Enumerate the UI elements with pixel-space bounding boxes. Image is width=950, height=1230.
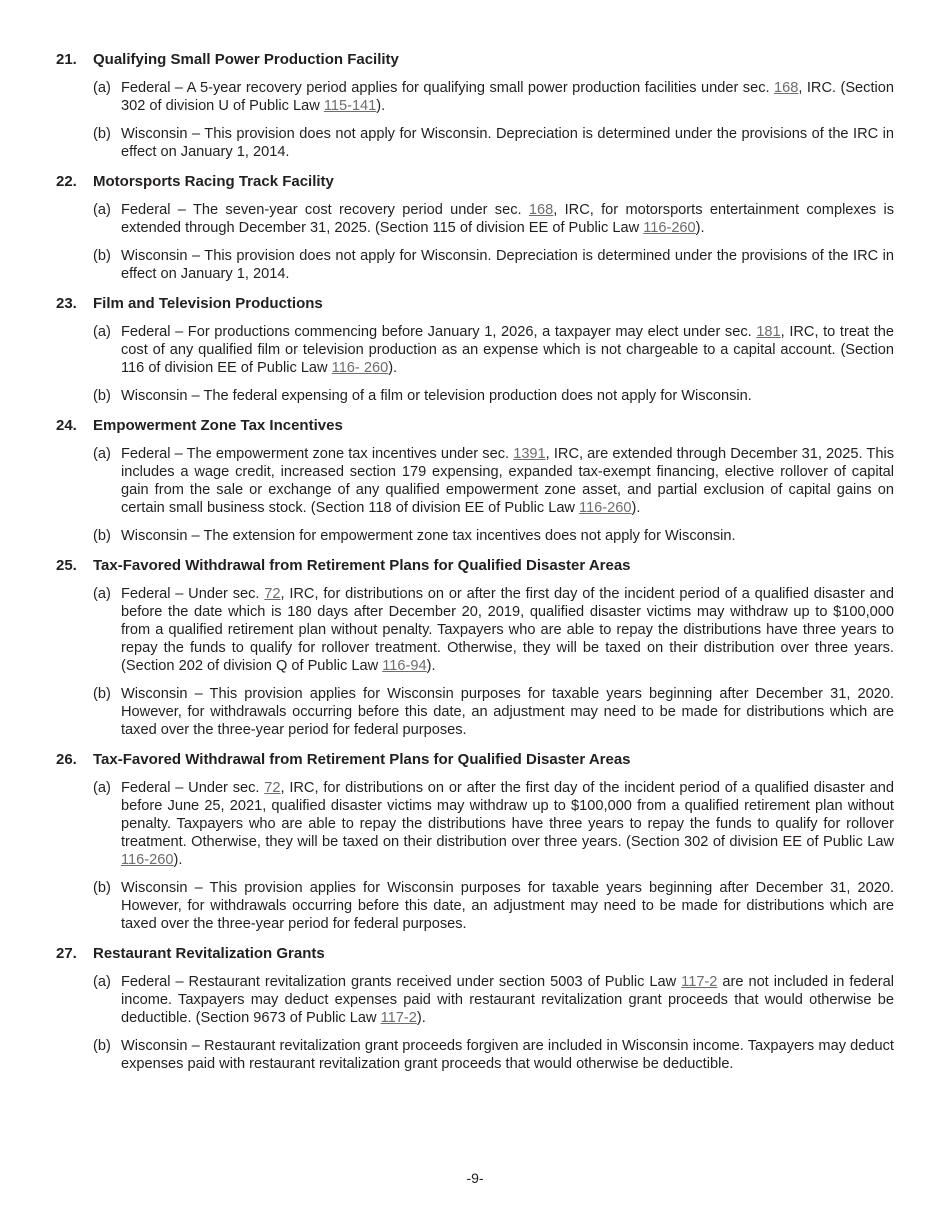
section-title: Motorsports Racing Track Facility [93, 173, 334, 190]
statute-link[interactable]: 168 [774, 80, 799, 96]
item-label: (b) [93, 1038, 111, 1054]
text-run: , IRC, for distributions on or after the first day of the incident period of a qualified disaster and before the date which is 180 days after December 20, 2019, qualified disaster victims may withdraw up to $100,000 from a qualified retirement plan without penalty. Taxpayers who are able to repay the distributions have three years to repay the funds to qualify for rollover treatment. Otherwise, they will be taxed on their distribution over three years. (Section 202 of division Q of Public Law [121, 586, 894, 674]
item-text [121, 79, 894, 115]
text-run: Wisconsin – The federal expensing of a film or television production does not apply for Wisconsin. [121, 388, 752, 404]
list-item [93, 685, 894, 739]
statute-link[interactable]: 72 [264, 586, 281, 602]
item-text [121, 585, 894, 675]
statute-link[interactable]: 117-2 [380, 1010, 417, 1026]
text-run: , IRC, are extended through December 31, 2025. This includes a wage credit, increased section 179 expensing, expanded tax-exempt financing, elective rollover of capital gain from the sale or exchange of any qualified empowerment zone asset, and partial exclusion of capital gains on certain small business stock. (Section 118 of division EE of Public Law [121, 446, 895, 516]
text-run: , IRC, to treat the cost of any qualified film or television production as an expense which is not chargeable to a capital account. (Section 116 of division EE of Public Law [121, 324, 894, 376]
item-text [121, 125, 894, 161]
text-run: Wisconsin – This provision does not apply for Wisconsin. Depreciation is determined under the provisions of the IRC in effect on January 1, 2014. [121, 248, 894, 282]
statute-link[interactable]: 115-141 [323, 98, 377, 114]
text-run: Federal – The empowerment zone tax incentives under sec. [121, 446, 514, 462]
list-item [93, 585, 894, 675]
section-number: 24. [56, 417, 77, 434]
item-text [121, 1037, 894, 1073]
statute-link[interactable]: 117-2 [681, 974, 718, 990]
statute-link[interactable]: 116-94 [382, 658, 427, 674]
list-item [93, 527, 894, 545]
statute-link[interactable]: 168 [528, 202, 554, 218]
section-number: 21. [56, 51, 77, 68]
page-number: -9- [466, 1170, 484, 1186]
section [56, 51, 894, 161]
item-label: (b) [93, 880, 111, 896]
section-heading [56, 173, 894, 191]
section [56, 295, 894, 405]
section-title: Qualifying Small Power Production Facility [93, 51, 399, 68]
text-run: Wisconsin – Restaurant revitalization grant proceeds forgiven are included in Wisconsin income. Taxpayers may deduct expenses paid with restaurant revitalization grant proceeds that would otherwise be deductible. [121, 1038, 894, 1072]
section-title: Tax-Favored Withdrawal from Retirement Plans for Qualified Disaster Areas [93, 751, 631, 768]
section-heading [56, 557, 894, 575]
text-run: ). [631, 500, 641, 516]
text-run: Federal – For productions commencing before January 1, 2026, a taxpayer may elect under sec. [121, 324, 757, 340]
item-text [121, 323, 894, 377]
section-heading [56, 945, 894, 963]
item-label: (a) [93, 446, 111, 462]
section [56, 557, 894, 739]
text-run: , IRC, for distributions on or after the first day of the incident period of a qualified disaster and before June 25, 2021, qualified disaster victims may withdraw up to $100,000 from a qualified retirement plan without penalty. Taxpayers who are able to repay the distributions have three years to repay the funds to qualify for rollover treatment. Otherwise, they will be taxed on their distribution over three years. (Section 302 of division EE of Public Law [121, 780, 894, 850]
statute-link[interactable]: 1391 [513, 446, 546, 462]
text-run: Wisconsin – This provision does not apply for Wisconsin. Depreciation is determined under the provisions of the IRC in effect on January 1, 2014. [121, 126, 894, 160]
item-label: (a) [93, 202, 111, 218]
list-item [93, 879, 894, 933]
sections-container [56, 51, 894, 1073]
item-label: (b) [93, 248, 111, 264]
text-run: Federal – Under sec. [121, 586, 265, 602]
text-run: Federal – The seven-year cost recovery period under sec. [121, 202, 529, 218]
item-text [121, 879, 894, 933]
text-run: ). [173, 852, 183, 868]
section [56, 417, 894, 545]
item-text [121, 445, 894, 517]
list-item [93, 973, 894, 1027]
item-label: (b) [93, 528, 111, 544]
document-page [56, 51, 894, 1085]
statute-link[interactable]: 116- 260 [331, 360, 389, 376]
section [56, 751, 894, 933]
item-label: (a) [93, 80, 111, 96]
section-title: Restaurant Revitalization Grants [93, 945, 325, 962]
text-run: , IRC. (Section 302 of division U of Public Law [121, 80, 895, 114]
section-heading [56, 751, 894, 769]
text-run: ). [388, 360, 398, 376]
item-text [121, 973, 894, 1027]
text-run: ). [416, 1010, 426, 1026]
item-label: (b) [93, 686, 111, 702]
list-item [93, 201, 894, 237]
list-item [93, 445, 894, 517]
item-label: (a) [93, 324, 111, 340]
section-number: 23. [56, 295, 77, 312]
statute-link[interactable]: 116-260 [121, 852, 174, 868]
item-text [121, 685, 894, 739]
text-run: ). [426, 658, 436, 674]
statute-link[interactable]: 72 [264, 780, 281, 796]
list-item [93, 79, 894, 115]
list-item [93, 779, 894, 869]
text-run: ). [695, 220, 705, 236]
text-run: , IRC, for motorsports entertainment complexes is extended through December 31, 2025. (Section 115 of division EE of Public Law [121, 202, 894, 236]
text-run: are not included in federal income. Taxpayers may deduct expenses paid with restaurant revitalization grant proceeds that would otherwise be deductible. (Section 9673 of Public Law [121, 974, 894, 1026]
section [56, 945, 894, 1073]
text-run: ). [376, 98, 386, 114]
section-number: 26. [56, 751, 77, 768]
statute-link[interactable]: 181 [756, 324, 781, 340]
text-run: Federal – Restaurant revitalization grants received under section 5003 of Public Law [121, 974, 682, 990]
list-item [93, 323, 894, 377]
item-label: (b) [93, 388, 111, 404]
section-title: Tax-Favored Withdrawal from Retirement Plans for Qualified Disaster Areas [93, 557, 631, 574]
item-text [121, 247, 894, 283]
section [56, 173, 894, 283]
section-heading [56, 295, 894, 313]
statute-link[interactable]: 116-260 [643, 220, 696, 236]
item-text [121, 387, 894, 405]
item-label: (b) [93, 126, 111, 142]
text-run: Wisconsin – This provision applies for Wisconsin purposes for taxable years beginning after December 31, 2020. However, for withdrawals occurring before this date, an adjustment may need to be made for distributions which are taxed over the three-year period for federal purposes. [121, 880, 894, 932]
statute-link[interactable]: 116-260 [579, 500, 632, 516]
section-number: 25. [56, 557, 77, 574]
text-run: Federal – A 5-year recovery period applies for qualifying small power production facilities under sec. [121, 80, 774, 96]
section-number: 27. [56, 945, 77, 962]
section-heading [56, 417, 894, 435]
list-item [93, 387, 894, 405]
text-run: Federal – Under sec. [121, 780, 265, 796]
text-run: Wisconsin – This provision applies for Wisconsin purposes for taxable years beginning after December 31, 2020. However, for withdrawals occurring before this date, an adjustment may need to be made for distributions which are taxed over the three-year period for federal purposes. [121, 686, 894, 738]
item-text [121, 201, 894, 237]
text-run: Wisconsin – The extension for empowerment zone tax incentives does not apply for Wisconsin. [121, 528, 736, 544]
list-item [93, 1037, 894, 1073]
list-item [93, 125, 894, 161]
section-title: Empowerment Zone Tax Incentives [93, 417, 343, 434]
section-number: 22. [56, 173, 77, 190]
item-text [121, 527, 894, 545]
list-item [93, 247, 894, 283]
section-heading [56, 51, 894, 69]
item-label: (a) [93, 780, 111, 796]
item-label: (a) [93, 974, 111, 990]
section-title: Film and Television Productions [93, 295, 323, 312]
item-label: (a) [93, 586, 111, 602]
item-text [121, 779, 894, 869]
